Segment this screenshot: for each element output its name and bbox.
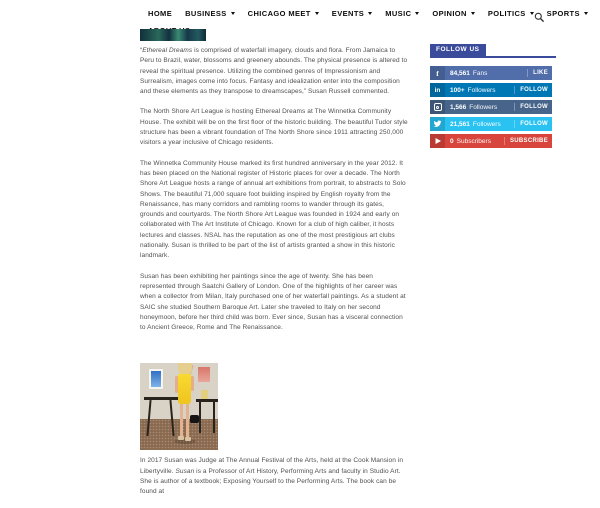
linkedin-follow-button[interactable]: FOLLOW (514, 86, 548, 94)
article-paragraph-5 (140, 456, 408, 497)
nav-item-sports[interactable] (547, 9, 588, 18)
youtube-subscribe-button[interactable]: SUBSCRIBE (504, 137, 548, 145)
youtube-count: 0 (450, 137, 454, 145)
nav-item-opinion[interactable] (432, 9, 474, 18)
paragraph-text: is comprised of waterfall imagery, clouds and flora. From Jamaica to Peru to Brazil, water, blossoms and greenery abounds. The physical presence is altered to reveal the spiritual presence. Utilizing the combined genres of Impressionism and Surrealism, images come into focus. Fantasy and idealization enter into the composition and these elements as they transpose to dreamscapes,” Susan Russell commented. (140, 47, 408, 96)
nav-item-music[interactable] (385, 9, 419, 18)
social-counter-facebook[interactable] (430, 66, 552, 80)
facebook-like-button[interactable]: LIKE (527, 69, 548, 77)
follow-us-header (430, 44, 556, 58)
nav-item-label: HOME (148, 9, 173, 18)
social-counter-twitter[interactable] (430, 117, 552, 131)
photo-black-purse (190, 415, 199, 423)
nav-item-politics[interactable] (488, 9, 534, 18)
article-paragraph-1 (140, 46, 408, 97)
nav-item-label: CHICAGO MEET (247, 9, 311, 18)
twitter-icon (430, 117, 445, 131)
paragraph-text-italic: Susan (175, 467, 195, 475)
nav-item-label: OPINION (432, 9, 467, 18)
exhibit-title: Ethereal Dreams (142, 47, 193, 54)
featured-painting-fragment (140, 29, 206, 41)
article-paragraph-3: The Winnetka Community House marked its first hundred anniversary in the year 2012. It has been placed on the National register of Historic places for over a decade. The North Shore Art League hosts a range of annual art exhibitions from portrait, to abstracts to Solo Shows. The beautiful 71,000 square foot building inspired by English royalty from the Renaissance, has many corridors and rambling rooms to wander through its gates, grounds and courtyards. The North Shore Art League was founded in 1924 and early on collaborated with The Art Institute of Chicago. Known for a club of high caliber, it hosts lectures and classes. NSAL has the reputation as one of the most prestigious art clubs nationally. Susan is thrilled to be part of the list of artists granted a show in this historic landmark. (140, 159, 406, 260)
photo-framed-art (148, 368, 164, 390)
nav-row-1 (148, 7, 580, 20)
nav-item-business[interactable] (185, 9, 235, 18)
nav-item-chicago-meet[interactable] (248, 9, 319, 18)
nav-item-label: SPORTS (546, 9, 580, 18)
article-photo-woman-in-yellow-dress (140, 363, 218, 450)
nav-item-label: POLITICS (487, 9, 526, 18)
nav-item-label: MUSIC (385, 9, 412, 18)
follow-us-title: FOLLOW US (430, 44, 486, 56)
social-counter-linkedin[interactable] (430, 83, 552, 97)
facebook-unit: Fans (472, 69, 488, 77)
paragraph-text: is a Professor of Art History, Performing Arts and faculty in Studio Art. She is author of a textbook; Exposing Yourself to the Performing Arts. The book can be found at (140, 467, 401, 496)
twitter-unit: Followers (472, 120, 501, 128)
photo-red-artwork (198, 367, 210, 382)
instagram-follow-button[interactable]: FOLLOW (514, 103, 548, 111)
social-counter-youtube[interactable] (430, 134, 552, 148)
twitter-follow-button[interactable]: FOLLOW (514, 120, 548, 128)
nav-item-events[interactable] (332, 9, 372, 18)
twitter-count: 21,561 (450, 120, 470, 128)
linkedin-icon: in (430, 83, 445, 97)
nav-item-home[interactable] (148, 9, 172, 18)
instagram-icon (430, 100, 445, 114)
youtube-icon (430, 134, 445, 148)
instagram-unit: Followers (469, 103, 498, 111)
chevron-down-icon (471, 12, 475, 15)
linkedin-count: 100+ (450, 86, 465, 94)
nav-item-label: EVENTS (331, 9, 365, 18)
follow-us-sidebar (430, 44, 556, 151)
chevron-down-icon (584, 12, 588, 15)
article-paragraph-2: The North Shore Art League is hosting Ethereal Dreams at The Winnetka Community House. The exhibit will be on the first floor of the historic building. The beautiful Tudor style structure has been a vibrant foundation of The North Shore since 1911 attracting 250,000 visitors a year inclusive of Chicago residents. (140, 108, 408, 147)
article-body (140, 29, 408, 508)
open-quote: “ (140, 47, 143, 54)
photo-yellow-dress (178, 374, 191, 404)
paragraph-text: In 2017 Susan was Judge at The Annual Festival of the Arts, held at the Cook Mansion in Libertyville. (140, 457, 404, 475)
youtube-unit: Subscribers (456, 137, 491, 145)
facebook-count: 84,561 (450, 69, 470, 77)
chevron-down-icon (231, 12, 235, 15)
linkedin-unit: Followers (467, 86, 496, 94)
chevron-down-icon (368, 12, 372, 15)
instagram-count: 1,566 (450, 103, 467, 111)
chevron-down-icon (415, 12, 419, 15)
photo-carpet (140, 419, 218, 450)
search-icon[interactable] (534, 10, 545, 21)
social-counter-instagram[interactable] (430, 100, 552, 114)
chevron-down-icon (315, 12, 319, 15)
facebook-icon: f (430, 66, 445, 80)
article-paragraph-4: Susan has been exhibiting her paintings since the age of twenty. She has been represented through Saatchi Gallery of London. One of the highlights of her career was when a collector from Milan, Italy purchased one of her waterfall paintings. As a student at SAIC she studied Southern Baroque Art. Later she traveled to Italy on her second honeymoon, before her third child was born. Ever since, Susan has a visceral connection to Ancient Greece, Rome and The Renaissance. (140, 272, 406, 332)
nav-item-label: BUSINESS (185, 9, 227, 18)
